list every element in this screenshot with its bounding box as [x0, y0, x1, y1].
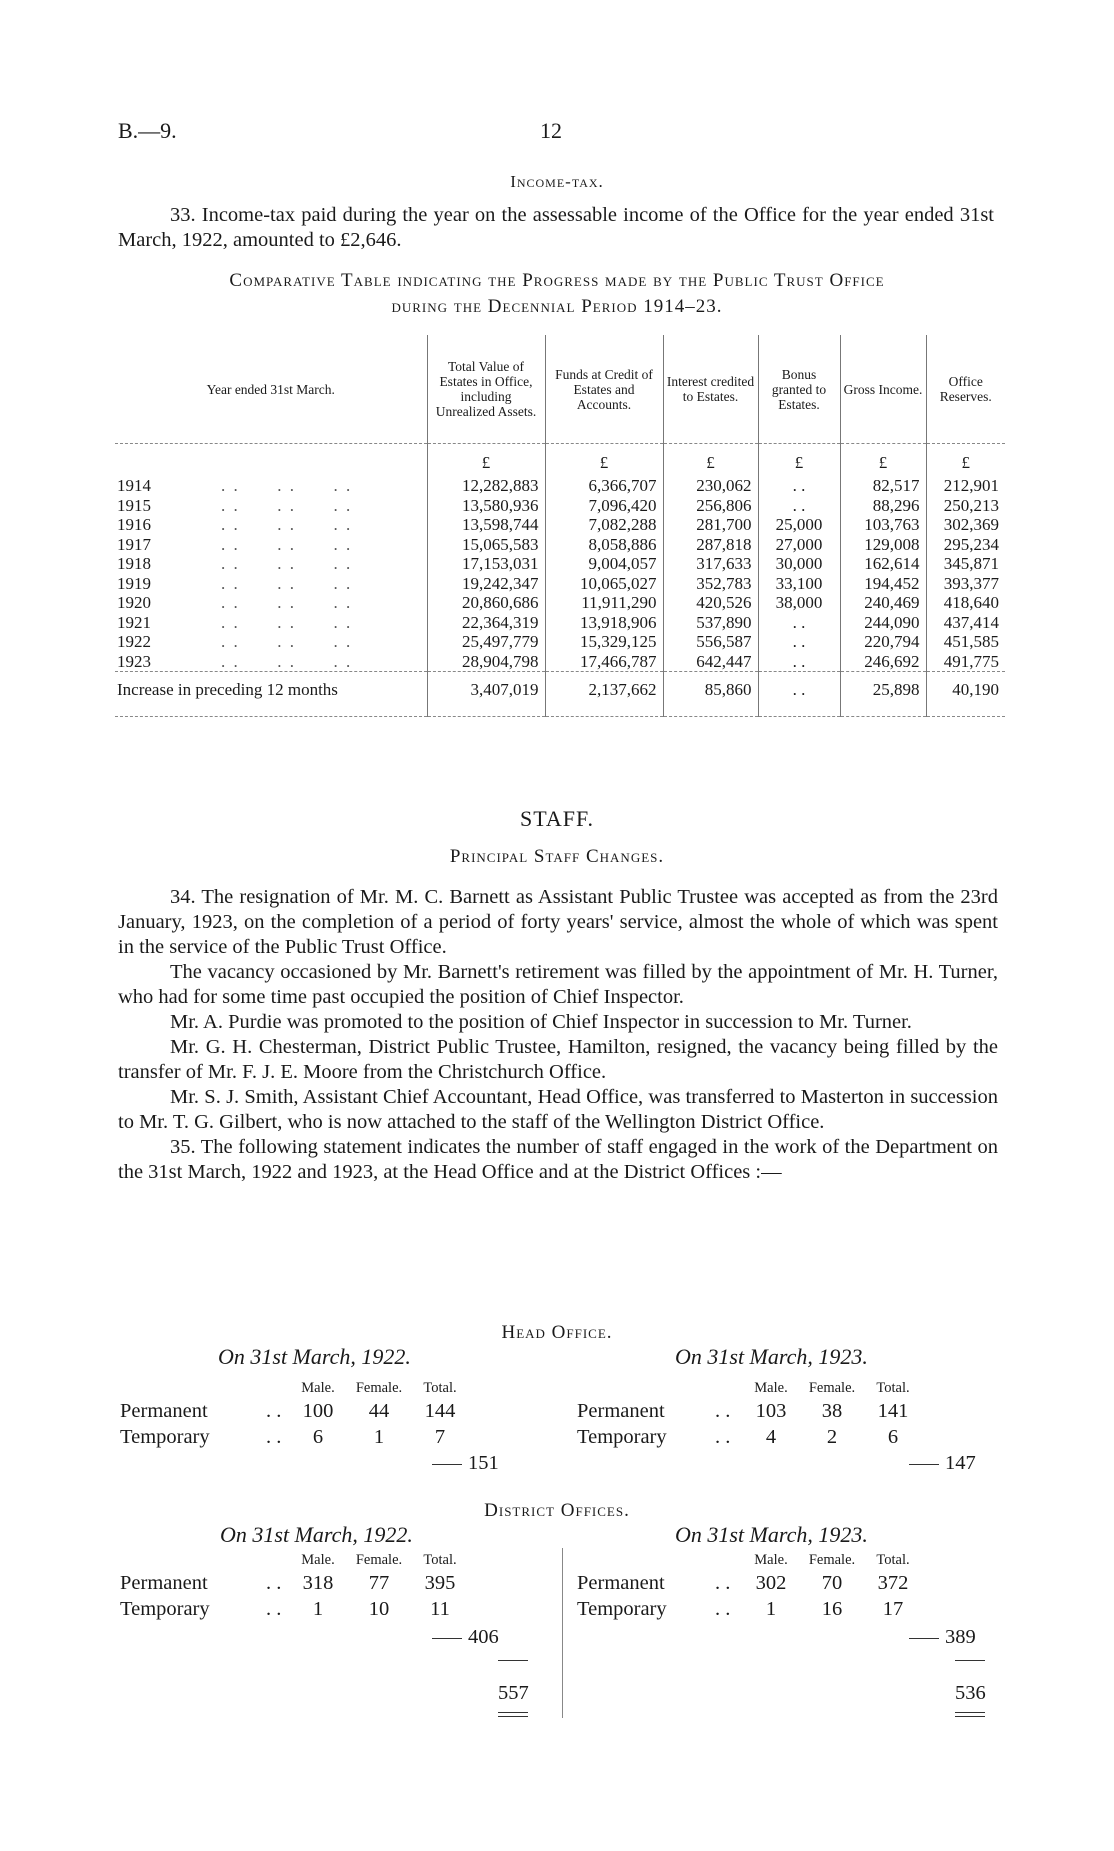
col-header-funds: Funds at Credit of Estates and Accounts.	[545, 335, 663, 444]
cell-bonus: . .	[758, 496, 840, 516]
temp-male: 6	[312, 1426, 324, 1448]
perm-male: 103	[755, 1400, 787, 1422]
cell-bonus: . .	[758, 652, 840, 672]
row-label-permanent: Permanent	[120, 1572, 208, 1594]
cell-funds: 7,082,288	[545, 515, 663, 535]
table-row	[115, 593, 1005, 613]
double-rule	[955, 1712, 985, 1717]
cell-total: 17,153,031	[427, 554, 545, 574]
col-male: Male.	[754, 1380, 788, 1396]
leader-dots: . . . . . .	[221, 573, 353, 593]
cell-reserves: 437,414	[926, 613, 1005, 633]
currency-symbol: £	[840, 444, 926, 477]
cell-funds: 10,065,027	[545, 574, 663, 594]
perm-total: 372	[877, 1572, 909, 1594]
comparative-table	[115, 335, 1005, 717]
cell-total: 13,580,936	[427, 496, 545, 516]
col-female: Female.	[355, 1380, 403, 1396]
cell-interest: 352,783	[663, 574, 758, 594]
cell-funds: 15,329,125	[545, 632, 663, 652]
table-row	[115, 632, 1005, 652]
cell-reserves: 302,369	[926, 515, 1005, 535]
paragraph-turner: The vacancy occasioned by Mr. Barnett's retirement was filled by the appointment of Mr. H. Turner, who had for some time past occupied the position of Chief Inspector.	[118, 961, 998, 1008]
cell-bonus: . .	[758, 672, 840, 709]
cell-total: 12,282,883	[427, 476, 545, 496]
cell-gross: 82,517	[840, 476, 926, 496]
cell-bonus: 25,000	[758, 515, 840, 535]
leader-dots: . .	[266, 1572, 282, 1594]
temp-female: 1	[373, 1426, 385, 1448]
cell-funds: 17,466,787	[545, 652, 663, 672]
cell-year	[115, 632, 427, 652]
cell-interest: 642,447	[663, 652, 758, 672]
subtotal	[432, 1452, 499, 1475]
row-label-permanent: Permanent	[577, 1400, 665, 1422]
cell-year	[115, 593, 427, 613]
temp-total: 7	[434, 1426, 446, 1448]
paragraph-chesterman: Mr. G. H. Chesterman, District Public Trustee, Hamilton, resigned, the vacancy being filled by the transfer of Mr. F. J. E. Moore from the Christchurch Office.	[118, 1036, 998, 1083]
period-label: On 31st March, 1922.	[218, 1344, 411, 1369]
cell-funds: 13,918,906	[545, 613, 663, 633]
cell-funds: 8,058,886	[545, 535, 663, 555]
cell-funds: 7,096,420	[545, 496, 663, 516]
column-divider	[562, 1548, 563, 1718]
cell-gross: 25,898	[840, 672, 926, 709]
double-rule	[498, 1712, 528, 1717]
cell-gross: 129,008	[840, 535, 926, 555]
subtotal	[909, 1452, 976, 1475]
cell-reserves: 212,901	[926, 476, 1005, 496]
row-label-temporary: Temporary	[120, 1426, 210, 1448]
subtotal	[909, 1626, 976, 1649]
currency-symbol: £	[926, 444, 1005, 477]
cell-interest: 556,587	[663, 632, 758, 652]
year-label: 1915	[117, 495, 151, 515]
grand-total: 557	[498, 1682, 529, 1704]
leader-dots: . .	[715, 1426, 731, 1448]
perm-total: 144	[424, 1400, 456, 1422]
staff-subheading: Principal Staff Changes.	[449, 846, 665, 867]
year-label: 1920	[117, 593, 151, 612]
cell-total: 22,364,319	[427, 613, 545, 633]
perm-male: 302	[755, 1572, 787, 1594]
leader-dots: . . . . . .	[221, 476, 353, 495]
cell-total: 15,065,583	[427, 535, 545, 555]
cell-total: 25,497,779	[427, 632, 545, 652]
cell-gross: 220,794	[840, 632, 926, 652]
page-number: 12	[540, 118, 562, 143]
temp-female: 2	[826, 1426, 838, 1448]
cell-bonus: 38,000	[758, 593, 840, 613]
currency-symbol: £	[663, 444, 758, 477]
subtotal-value: 406	[468, 1626, 499, 1648]
perm-female: 77	[368, 1572, 390, 1594]
year-label: 1919	[117, 573, 151, 593]
period-label: On 31st March, 1922.	[220, 1522, 413, 1547]
row-label-permanent: Permanent	[577, 1572, 665, 1594]
cell-reserves: 40,190	[926, 672, 1005, 709]
col-total: Total.	[876, 1380, 910, 1396]
sum-rule	[955, 1660, 985, 1661]
leader-dots: . . . . . .	[221, 534, 353, 554]
cell-funds: 2,137,662	[545, 672, 663, 709]
cell-year	[115, 535, 427, 555]
cell-gross: 103,763	[840, 515, 926, 535]
col-header-gross-income: Gross Income.	[840, 335, 926, 444]
leader-dots: . . . . . .	[221, 632, 353, 651]
cell-bonus: . .	[758, 476, 840, 496]
col-header-reserves: Office Reserves.	[926, 335, 1005, 444]
col-male: Male.	[301, 1552, 335, 1568]
leader-dots: . .	[715, 1572, 731, 1594]
currency-symbol: £	[427, 444, 545, 477]
row-label-temporary: Temporary	[120, 1598, 210, 1620]
year-label: 1918	[117, 554, 151, 573]
year-label: 1922	[117, 632, 151, 651]
temp-male: 1	[312, 1598, 324, 1620]
head-office-heading: Head Office.	[501, 1322, 613, 1343]
cell-funds: 9,004,057	[545, 554, 663, 574]
cell-total: 20,860,686	[427, 593, 545, 613]
cell-year	[115, 652, 427, 672]
cell-reserves: 451,585	[926, 632, 1005, 652]
document-reference: B.—9.	[118, 118, 177, 143]
cell-gross: 194,452	[840, 574, 926, 594]
temp-female: 16	[821, 1598, 843, 1620]
temp-total: 11	[430, 1598, 450, 1620]
col-header-total-value: Total Value of Estates in Office, including Unrealized Assets.	[427, 335, 545, 444]
perm-total: 141	[877, 1400, 909, 1422]
table-title-line2: during the Decennial Period 1914–23.	[391, 296, 723, 317]
period-label: On 31st March, 1923.	[675, 1522, 868, 1547]
subtotal	[432, 1626, 499, 1649]
cell-total: 19,242,347	[427, 574, 545, 594]
leader-dots: . .	[715, 1400, 731, 1422]
col-male: Male.	[301, 1380, 335, 1396]
increase-row	[115, 672, 1005, 709]
currency-symbol: £	[545, 444, 663, 477]
cell-reserves: 418,640	[926, 593, 1005, 613]
col-header-interest: Interest credited to Estates.	[663, 335, 758, 444]
cell-reserves: 491,775	[926, 652, 1005, 672]
cell-funds: 6,366,707	[545, 476, 663, 496]
cell-reserves: 393,377	[926, 574, 1005, 594]
cell-year	[115, 515, 427, 535]
subtotal-value: 389	[945, 1626, 976, 1648]
paragraph-35: 35. The following statement indicates the number of staff engaged in the work of the Department on the 31st March, 1922 and 1923, at the Head Office and at the District Offices :—	[118, 1136, 998, 1183]
cell-interest: 287,818	[663, 535, 758, 555]
cell-gross: 244,090	[840, 613, 926, 633]
col-female: Female.	[808, 1552, 856, 1568]
leader-dots: . . . . . .	[221, 515, 353, 534]
col-male: Male.	[754, 1552, 788, 1568]
cell-gross: 240,469	[840, 593, 926, 613]
grand-total: 536	[955, 1682, 986, 1704]
cell-interest: 281,700	[663, 515, 758, 535]
table-row	[115, 554, 1005, 574]
table-row	[115, 515, 1005, 535]
cell-reserves: 250,213	[926, 496, 1005, 516]
cell-interest: 230,062	[663, 476, 758, 496]
staff-heading: STAFF.	[519, 806, 594, 831]
table-row	[115, 496, 1005, 516]
cell-interest: 317,633	[663, 554, 758, 574]
paragraph-purdie: Mr. A. Purdie was promoted to the position of Chief Inspector in succession to Mr. Turner.	[170, 1011, 912, 1033]
cell-interest: 537,890	[663, 613, 758, 633]
cell-year	[115, 476, 427, 496]
sum-rule	[498, 1660, 528, 1661]
temp-male: 1	[765, 1598, 777, 1620]
paragraph-33: 33. Income-tax paid during the year on the assessable income of the Office for the year ended 31st March, 1922, amounted to £2,646.	[118, 204, 994, 251]
table-row	[115, 535, 1005, 555]
leader-dots: . .	[266, 1598, 282, 1620]
leader-dots: . . . . . .	[221, 495, 353, 515]
cell-bonus: 30,000	[758, 554, 840, 574]
table-row	[115, 613, 1005, 633]
perm-male: 100	[302, 1400, 334, 1422]
perm-female: 38	[821, 1400, 843, 1422]
year-label: 1917	[117, 534, 151, 554]
year-label: 1914	[117, 476, 151, 495]
temp-total: 6	[887, 1426, 899, 1448]
cell-year	[115, 574, 427, 594]
col-total: Total.	[876, 1552, 910, 1568]
row-label-permanent: Permanent	[120, 1400, 208, 1422]
table-row	[115, 574, 1005, 594]
leader-dots: . . . . . .	[221, 651, 353, 671]
perm-male: 318	[302, 1572, 334, 1594]
cell-total: 3,407,019	[427, 672, 545, 709]
leader-dots: . . . . . .	[221, 612, 353, 632]
cell-bonus: 27,000	[758, 535, 840, 555]
leader-dots: . .	[266, 1426, 282, 1448]
cell-year	[115, 554, 427, 574]
subtotal-value: 147	[945, 1452, 976, 1474]
col-total: Total.	[423, 1552, 457, 1568]
year-label: 1921	[117, 612, 151, 632]
currency-symbol: £	[758, 444, 840, 477]
col-header-bonus: Bonus granted to Estates.	[758, 335, 840, 444]
cell-reserves: 345,871	[926, 554, 1005, 574]
table-title-line1: Comparative Table indicating the Progress made by the Public Trust Office	[229, 270, 885, 291]
cell-funds: 11,911,290	[545, 593, 663, 613]
cell-bonus: 33,100	[758, 574, 840, 594]
leader-dots: . . . . . .	[221, 554, 353, 573]
col-header-year: Year ended 31st March.	[115, 335, 427, 444]
col-female: Female.	[355, 1552, 403, 1568]
cell-gross: 246,692	[840, 652, 926, 672]
perm-female: 70	[821, 1572, 843, 1594]
perm-female: 44	[368, 1400, 390, 1422]
cell-interest: 420,526	[663, 593, 758, 613]
cell-year	[115, 613, 427, 633]
cell-year	[115, 496, 427, 516]
paragraph-smith: Mr. S. J. Smith, Assistant Chief Accountant, Head Office, was transferred to Masterton in succession to Mr. T. G. Gilbert, who is now attached to the staff of the Wellington District Office.	[118, 1086, 998, 1133]
cell-gross: 88,296	[840, 496, 926, 516]
period-label: On 31st March, 1923.	[675, 1344, 868, 1369]
income-tax-heading: Income-tax.	[510, 172, 604, 191]
cell-gross: 162,614	[840, 554, 926, 574]
cell-total: 28,904,798	[427, 652, 545, 672]
year-label: 1916	[117, 515, 151, 534]
year-label: 1923	[117, 651, 151, 671]
district-offices-heading: District Offices.	[484, 1500, 630, 1521]
cell-interest: 256,806	[663, 496, 758, 516]
staff-paragraphs	[118, 885, 998, 1185]
row-label-temporary: Temporary	[577, 1598, 667, 1620]
temp-male: 4	[765, 1426, 777, 1448]
leader-dots: . .	[715, 1598, 731, 1620]
leader-dots: . .	[266, 1400, 282, 1422]
cell-bonus: . .	[758, 613, 840, 633]
col-total: Total.	[423, 1380, 457, 1396]
table-row	[115, 652, 1005, 672]
cell-interest: 85,860	[663, 672, 758, 709]
increase-label: Increase in preceding 12 months	[115, 672, 427, 709]
perm-total: 395	[424, 1572, 456, 1594]
cell-bonus: . .	[758, 632, 840, 652]
subtotal-value: 151	[468, 1452, 499, 1474]
temp-female: 10	[368, 1598, 390, 1620]
leader-dots: . . . . . .	[221, 593, 353, 612]
row-label-temporary: Temporary	[577, 1426, 667, 1448]
cell-reserves: 295,234	[926, 535, 1005, 555]
table-row	[115, 476, 1005, 496]
paragraph-34: 34. The resignation of Mr. M. C. Barnett as Assistant Public Trustee was accepted as from the 23rd January, 1923, on the completion of a period of forty years' service, almost the whole of which was spent in the service of the Public Trust Office.	[118, 886, 998, 958]
col-female: Female.	[808, 1380, 856, 1396]
temp-total: 17	[882, 1598, 904, 1620]
cell-total: 13,598,744	[427, 515, 545, 535]
